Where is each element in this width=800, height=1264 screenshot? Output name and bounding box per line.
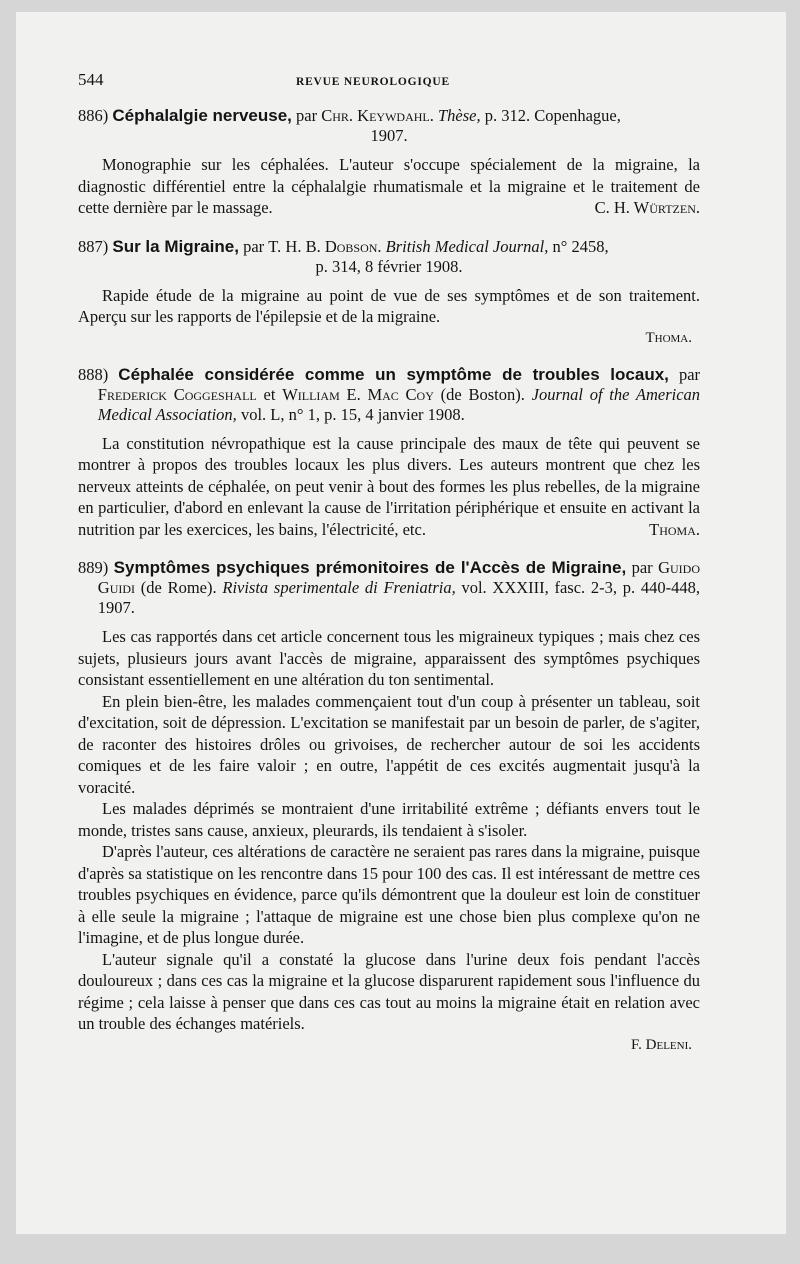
entry-paragraph: Rapide étude de la migraine au point de vue de ses symptômes et de son traitement. Aperçu sur les rapports de l'épilepsie et de la migraine. [78, 285, 700, 326]
entry-paragraph: Les cas rapportés dans cet article concernent tous les migraineux typiques ; mais chez ces sujets, plusieurs jours avant l'accès de migraine, apparaissent des symptômes psychiques consistant essentiellement en une altération du ton sentimental. [78, 627, 700, 689]
entry-paragraph: D'après l'auteur, ces altérations de caractère ne seraient pas rares dans la migraine, puisque d'après sa statistique on les rencontre dans 15 pour 100 des cas. Il est intéressant de mettre ces troubles psychiques en évidence, parce qu'ils démontrent que la douleur est loin de constituer à elle seule la migraine ; l'attaque de migraine est une chose bien plus complexe qu'on ne l'imagine, et de plus longue durée. [78, 842, 700, 947]
byline-prefix: par [678, 364, 701, 384]
document-page [16, 12, 786, 1234]
entry-signature: C. H. Würtzen. [594, 198, 700, 217]
entry-author-2: William E. Mac Coy [282, 384, 434, 404]
entry-paragraph: Les malades déprimés se montraient d'une irritabilité extrême ; défiants envers tout le monde, tristes sans cause, anxieux, pleurards, ils tendaient à s'isoler. [78, 799, 700, 840]
byline-prefix: par [296, 106, 318, 125]
entry-source: Rivista sperimentale di Freniatria, [222, 578, 456, 597]
entry-paragraph: La constitution névropathique est la cause principale des maux de tête qui peuvent se montrer à propos des troubles locaux les plus divers. Les auteurs montrent que chez les nerveux atteints de céphalée, on peut venir à bout des formes les plus rebelles, de la migraine en particulier, d'abord en enlevant la cause de l'irritation périphérique et ensuite en activant la nutrition par les exercices, les bains, l'électricité, etc. Thoma. [78, 433, 700, 539]
page-number: 544 [78, 70, 104, 89]
entry-heading [78, 365, 700, 425]
entry-heading [78, 558, 700, 618]
entry-889 [78, 558, 700, 1054]
entry-title: Sur la Migraine, [112, 236, 239, 256]
entry-author: Guido Guidi [97, 558, 701, 597]
author-place: (de Rome). [140, 578, 217, 597]
entry-author: Frederick Coggeshall [97, 384, 257, 404]
author-joiner: et [263, 384, 276, 404]
entry-reference: p. 312. Copenhague, [484, 106, 621, 125]
entry-title: Céphalée considérée comme un symptôme de troubles locaux, [118, 364, 669, 384]
entry-number: 887) [78, 236, 109, 256]
entry-887 [78, 237, 700, 347]
entry-source: Journal of the American Medical Association, [97, 384, 701, 424]
entry-reference: vol. L, n° 1, p. 15, 4 janvier 1908. [240, 404, 465, 424]
author-2-place: (de Boston). [440, 384, 525, 404]
entry-signature: F. Deleni. [631, 1036, 692, 1053]
entry-reference-cont: 1907. [370, 126, 408, 145]
entry-number: 889) [78, 558, 109, 577]
entry-title: Céphalalgie nerveuse, [112, 106, 292, 125]
entry-author: Chr. Keywdahl. [321, 106, 434, 125]
entry-source: Thèse, [437, 106, 481, 125]
entry-paragraph: En plein bien-être, les malades commençaient tout d'un coup à présenter un tableau, soit d'excitation, soit de dépression. L'excitation se manifestait par un besoin de parler, de s'agiter, de raconter des histoires drôles ou grivoises, de rechercher autour de soi les accidents comiques et de les faire valoir ; en outre, l'appétit de ces excités augmentait jusqu'à la voracité. [78, 691, 700, 797]
entry-paragraph: Monographie sur les céphalées. L'auteur s'occupe spécialement de la migraine, la diagnostic différentiel entre la céphalalgie rhumatismale et la migraine et le traitement de cette dernière par le massage. C. H. Würtzen. [78, 155, 700, 217]
entry-heading [78, 106, 700, 146]
entry-signature: Thoma. [645, 329, 692, 346]
entry-paragraph: L'auteur signale qu'il a constaté la glucose dans l'urine deux fois pendant l'accès douloureux ; dans ces cas la migraine et la glucose disparurent rapidement sous l'influence du régime ; cela laisse à penser que dans ces cas tout au moins la migraine était en relation avec un trouble des échanges matériels. [78, 949, 700, 1033]
journal-title: REVUE NEUROLOGIQUE [295, 76, 450, 88]
entry-reference: n° 2458, [552, 236, 609, 256]
entry-source: British Medical Journal, [385, 236, 549, 256]
entry-reference-cont: p. 314, 8 février 1908. [315, 256, 463, 276]
entry-number: 886) [78, 106, 109, 125]
running-header [78, 70, 700, 90]
entry-signature: Thoma. [649, 519, 700, 539]
byline-prefix: par [631, 558, 653, 577]
entry-heading [78, 237, 700, 277]
byline-prefix: par [243, 236, 265, 256]
entry-reference: vol. XXXIII, fasc. 2-3, p. 440-448, 1907. [97, 578, 700, 617]
entry-author: T. H. B. Dobson. [268, 236, 382, 256]
entry-888 [78, 365, 700, 541]
entry-number: 888) [78, 364, 109, 384]
entry-886 [78, 106, 700, 219]
entry-title: Symptômes psychiques prémonitoires de l'Accès de Migraine, [113, 558, 627, 577]
